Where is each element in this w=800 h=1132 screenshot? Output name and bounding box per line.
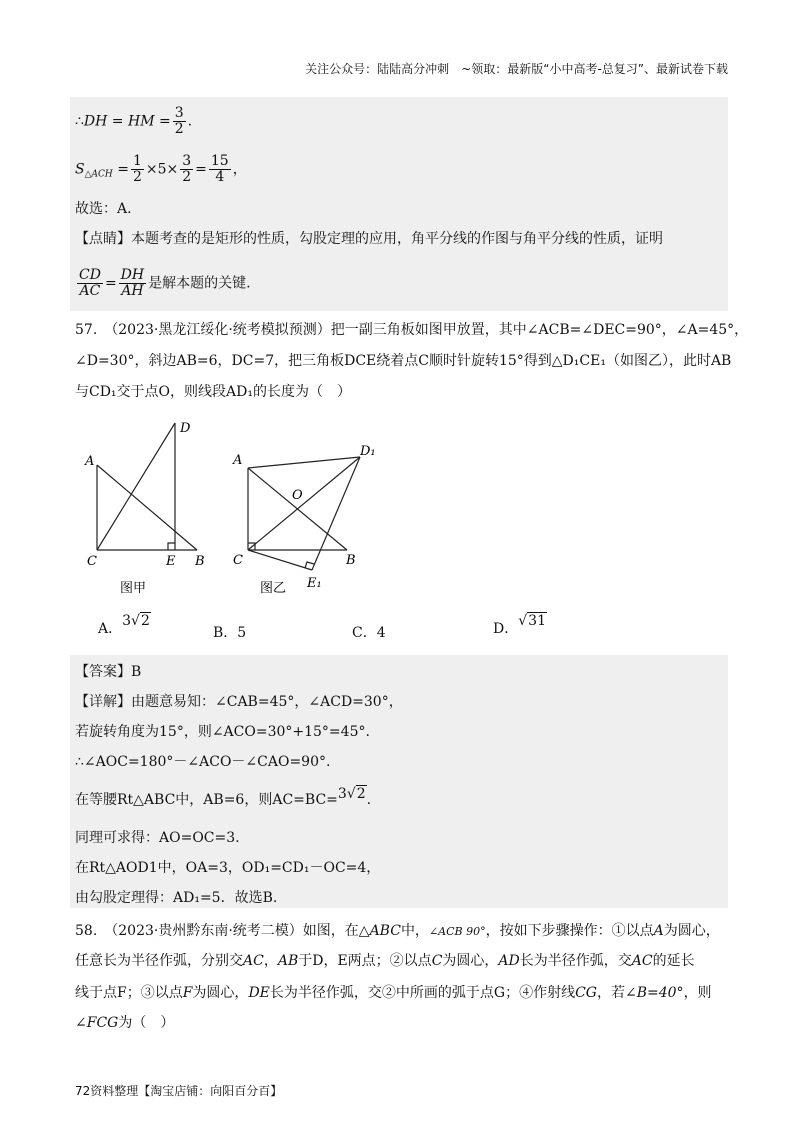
q57-line-3: 与CD₁交于点O，则线段AD₁的长度为（ ） xyxy=(75,384,351,400)
detail-57-7: 由勾股定理得：AD₁=5．故选B. xyxy=(75,890,278,906)
fraction-half: $\frac{1}{2}$ xyxy=(132,153,142,185)
answer-57: 【答案】B xyxy=(75,664,142,680)
note-line-2: $\frac{CD}{AC}$ = $\frac{DH}{AH}$ 是解本题的关键. xyxy=(79,267,251,299)
detail-57-4: 在等腰Rt△ABC中，AB=6，则AC=BC=3√2. xyxy=(75,786,372,808)
fraction-3-2b: $\frac{3}{2}$ xyxy=(182,153,192,185)
q58-line-3: 线于点F；③以点F为圆心，DE长为半径作弧，交②中所画的弧于点G；④作射线CG，若∠B=40°，则 xyxy=(75,985,712,1001)
fig2-label-d1: D₁ xyxy=(360,444,376,459)
area-symbol: S xyxy=(75,161,85,178)
detail-57-2: 若旋转角度为15°，则∠ACO=30°+15°=45°. xyxy=(75,724,370,740)
fraction-3-2: $\frac{3}{2}$ xyxy=(174,105,184,137)
fig2-label-b: B xyxy=(346,553,356,568)
detail-57-3: ∴∠AOC=180°－∠ACO－∠CAO=90°. xyxy=(75,754,331,770)
fig2-label-a: A xyxy=(233,453,243,468)
fraction-15-4: $\frac{15}{4}$ xyxy=(210,153,229,185)
page-header: 关注公众号：陆陆高分冲刺 ~领取：最新版“小中高考-总复习”、最新试卷下载 xyxy=(305,62,728,76)
fig1-caption: 图甲 xyxy=(120,581,147,596)
fig1-label-e: E xyxy=(166,554,176,569)
fig1-label-c: C xyxy=(87,554,97,569)
detail-57-6: 在Rt△AOD1中，OA=3，OD₁=CD₁－OC=4， xyxy=(75,860,381,876)
page-footer: 72资料整理【淘宝店铺：向阳百分百】 xyxy=(75,1084,283,1098)
detail-57-5: 同理可求得：AO=OC=3. xyxy=(75,830,240,846)
figure-jia xyxy=(80,415,215,600)
detail-57-1: 【详解】由题意易知：∠CAB=45°，∠ACD=30°， xyxy=(75,694,403,710)
fig1-label-d: D xyxy=(180,421,191,436)
q57-line-1: 57. （2023·黑龙江绥化·统考模拟预测）把一副三角板如图甲放置，其中∠ACB=∠DEC=90°，∠A=45°， xyxy=(75,322,749,338)
dh-hm-line: ∴DH = HM = $\frac{3}{2}$ . xyxy=(75,105,193,137)
q58-line-4: ∠FCG为（ ） xyxy=(75,1015,175,1031)
fraction-cd-ac: $\frac{CD}{AC}$ xyxy=(79,267,101,299)
option-a[interactable]: A．3√2 xyxy=(98,613,150,637)
figure-yi xyxy=(225,440,380,600)
fig2-label-o: O xyxy=(292,488,303,503)
option-c[interactable]: C．4 xyxy=(352,625,386,641)
q58-line-1: 58. （2023·贵州黔东南·统考二模）如图，在△ABC中，∠ACB 90°，按如下步骤操作：①以点A为圆心， xyxy=(75,923,720,939)
fraction-dh-ah: $\frac{DH}{AH}$ xyxy=(120,267,145,299)
area-line: $S_{\triangle ACH}$ = $\frac{1}{2}$ ×5× $\frac{3}{2}$ = $\frac{15}{4}$ ， xyxy=(75,153,247,185)
q58-line-2: 任意长为半径作弧，分别交AC，AB于D，E两点；②以点C为圆心，AD长为半径作弧，交AC的延长 xyxy=(75,953,695,969)
option-d[interactable]: D．√31 xyxy=(493,613,546,637)
therefore-symbol: ∴ xyxy=(75,113,84,130)
q57-line-2: ∠D=30°，斜边AB=6，DC=7，把三角板DCE绕着点C顺时针旋转15°得到△D₁CE₁（如图乙），此时AB xyxy=(75,353,732,369)
fig1-label-b: B xyxy=(195,554,205,569)
option-b[interactable]: B．5 xyxy=(213,625,247,641)
fig2-label-e1: E₁ xyxy=(307,576,322,591)
note-line-1: 【点睛】本题考查的是矩形的性质，勾股定理的应用，角平分线的作图与角平分线的性质，证明 xyxy=(75,231,663,247)
fig2-caption: 图乙 xyxy=(260,581,287,596)
fig2-label-c: C xyxy=(233,553,243,568)
fig1-label-a: A xyxy=(85,454,95,469)
dh-hm-text: DH = HM = xyxy=(83,113,171,130)
choose-line: 故选：A. xyxy=(75,201,132,217)
